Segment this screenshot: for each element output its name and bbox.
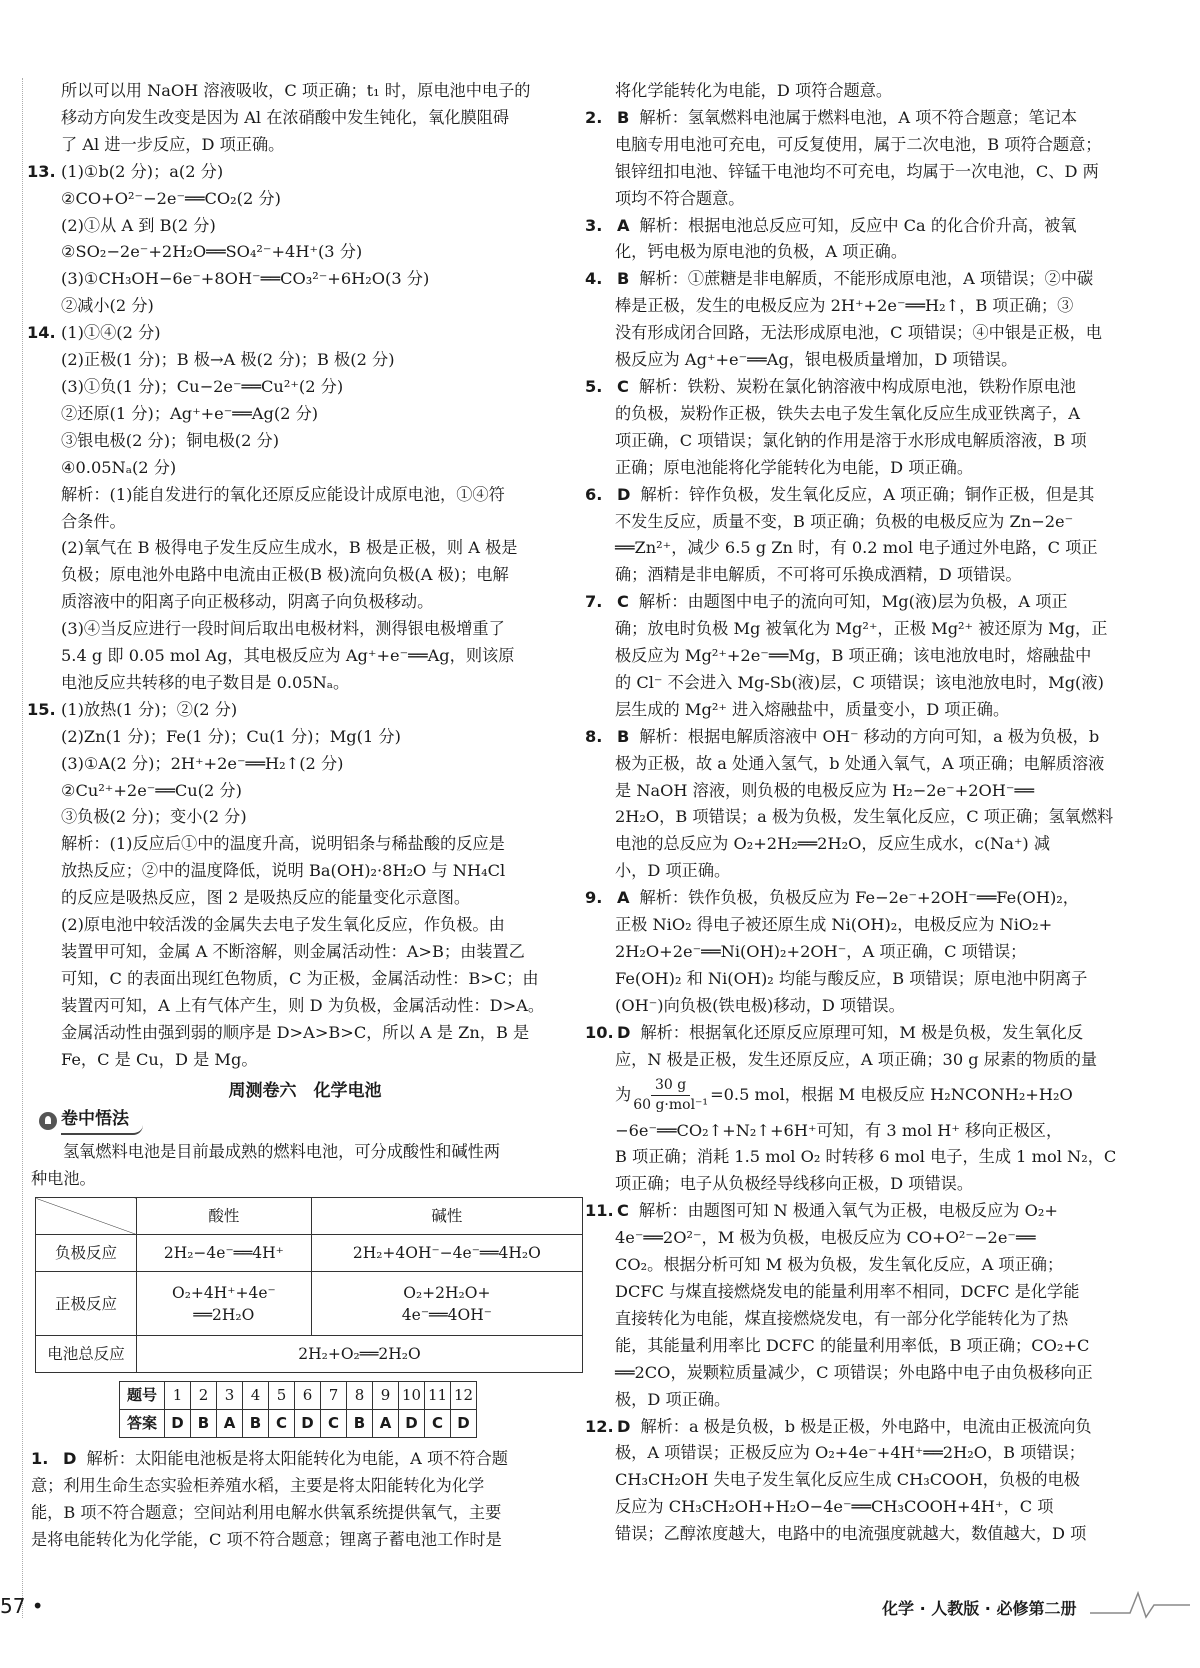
answer-line: 可知，C 的表面出现红色物质，C 为正极，金属活动性：B>C；由 xyxy=(61,968,539,988)
answer-text: (1)①④(2 分) xyxy=(61,323,161,343)
answer-key-number: 6 xyxy=(295,1382,321,1410)
explanation-line: 将化学能转化为电能，D 项符合题意。 xyxy=(615,81,893,100)
answer-key-row-label: 答案 xyxy=(120,1410,165,1438)
answer-choice: D xyxy=(617,1416,631,1436)
question-number: 5. xyxy=(585,376,603,396)
explanation-line: 银锌纽扣电池、锌锰干电池均不可充电，均属于一次电池，C、D 两 xyxy=(615,161,1099,181)
explanation-text: 解析：由题图可知 N 极通入氧气为正极，电极反应为 O₂+ xyxy=(638,1201,1058,1221)
answer-key-number: 4 xyxy=(243,1382,269,1410)
cell-base-anode: 2H₂+4OH⁻−4e⁻══4H₂O xyxy=(311,1235,582,1272)
answer-key-choice: D xyxy=(295,1410,321,1438)
answer-text: (1)①b(2 分)；a(2 分) xyxy=(61,161,224,181)
explanation-text: 解析：①蔗糖是非电解质，不能形成原电池，A 项错误；②中碳 xyxy=(639,269,1094,289)
row-label-anode: 负极反应 xyxy=(36,1235,137,1272)
answer-line xyxy=(27,697,579,724)
question-number: 13. xyxy=(27,161,56,181)
tip-line: 氢氧燃料电池是目前最成熟的燃料电池，可分成酸性和碱性两 xyxy=(63,1142,501,1162)
explanation-line: 错误；乙醇浓度越大，电路中的电流强度就越大，数值越大，D 项 xyxy=(615,1524,1087,1544)
answer-line: 合条件。 xyxy=(61,511,126,531)
explanation-line: 确；酒精是非电解质，不可将可乐换成酒精，D 项错误。 xyxy=(615,565,1022,585)
answer-line: (3)①负(1 分)；Cu−2e⁻══Cu²⁺(2 分) xyxy=(61,376,344,396)
explanation-line: 的负极，炭粉作正极，铁失去电子发生氧化反应生成亚铁离子，A xyxy=(615,403,1080,423)
footer-decoration xyxy=(1090,1585,1190,1625)
explanation-line: 极反应为 Mg²⁺+2e⁻══Mg，B 项正确；该电池放电时，熔融盐中 xyxy=(615,646,1092,666)
explanation-line xyxy=(585,1020,1170,1047)
answer-line: (3)①CH₃OH−6e⁻+8OH⁻══CO₃²⁻+6H₂O(3 分) xyxy=(61,269,430,289)
answer-line: ②Cu²⁺+2e⁻══Cu(2 分) xyxy=(61,780,242,800)
explanation-line: CH₃CH₂OH 失电子发生氧化反应生成 CH₃COOH，负极的电极 xyxy=(615,1470,1080,1490)
explanation-line xyxy=(585,1198,1170,1225)
explanation-text: 解析：氢氧燃料电池属于燃料电池，A 项不符合题意；笔记本 xyxy=(639,107,1078,127)
explanation-line: 极，A 项错误；正极反应为 O₂+4e⁻+4H⁺══2H₂O，B 项错误； xyxy=(615,1443,1085,1463)
answer-key-choice: D xyxy=(165,1410,191,1438)
question-number: 15. xyxy=(27,699,56,719)
answer-line: (2)Zn(1 分)；Fe(1 分)；Cu(1 分)；Mg(1 分) xyxy=(61,726,401,746)
explanation-line: 是 NaOH 溶液，则负极的电极反应为 H₂−2e⁻+2OH⁻══ xyxy=(615,780,1034,800)
answer-line: 放热反应；②中的温度降低，说明 Ba(OH)₂·8H₂O 与 NH₄Cl xyxy=(61,861,506,881)
explanation-line: 是将电能转化为化学能，C 项不符合题意；锂离子蓄电池工作时是 xyxy=(31,1529,502,1549)
tip-header xyxy=(39,1106,579,1135)
answer-choice: A xyxy=(617,888,630,908)
bulb-icon xyxy=(39,1112,57,1130)
explanation-line xyxy=(585,374,1170,401)
answer-key-table xyxy=(119,1381,477,1438)
answer-line: 解析：(1)能自发进行的氧化还原反应能设计成原电池，①④符 xyxy=(61,484,505,504)
explanation-line xyxy=(585,885,1170,912)
explanation-line: 确；放电时负极 Mg 被氧化为 Mg²⁺，正极 Mg²⁺ 被还原为 Mg，正 xyxy=(615,619,1108,639)
answer-key-number: 8 xyxy=(347,1382,373,1410)
explanation-text: 解析：铁粉、炭粉在氯化钠溶液中构成原电池，铁粉作原电池 xyxy=(638,376,1076,396)
answer-key-number: 10 xyxy=(399,1382,425,1410)
explanation-line: 2H₂O+2e⁻══Ni(OH)₂+2OH⁻，A 项正确，C 项错误； xyxy=(615,942,1027,961)
question-number: 14. xyxy=(27,323,56,343)
explanation-line: 项正确；电子从负极经导线移向正极，D 项错误。 xyxy=(615,1174,974,1194)
explanation-line: 正极 NiO₂ 得电子被还原生成 Ni(OH)₂，电极反应为 NiO₂+ xyxy=(615,915,1053,935)
answer-choice: A xyxy=(617,215,630,235)
answer-line: (2)①从 A 到 B(2 分) xyxy=(61,215,216,235)
answer-line: (3)④当反应进行一段时间后取出电极材料，测得银电极增重了 xyxy=(61,619,505,639)
explanation-line: 直接转化为电能，煤直接燃烧发电，有一部分化学能转化为了热 xyxy=(615,1308,1069,1328)
answer-line: 质溶液中的阳离子向正极移动，阴离子向负极移动。 xyxy=(61,592,434,612)
answer-key-choice: A xyxy=(373,1410,399,1438)
answer-choice: D xyxy=(617,1022,631,1042)
explanation-line: 极反应为 Ag⁺+e⁻══Ag，银电极质量增加，D 项错误。 xyxy=(615,350,1018,370)
answer-line: ②减小(2 分) xyxy=(61,296,154,316)
answer-line: ③银电极(2 分)；铜电极(2 分) xyxy=(61,430,280,450)
explanation-line: 正确；原电池能将化学能转化为电能，D 项正确。 xyxy=(615,457,974,477)
answer-key-choice: D xyxy=(399,1410,425,1438)
explanation-line: 4e⁻══2O²⁻，M 极为负极，电极反应为 CO+O²⁻−2e⁻══ xyxy=(615,1228,1036,1248)
explanation-line: 的 Cl⁻ 不会进入 Mg-Sb(液)层，C 项错误；该电池放电时，Mg(液) xyxy=(615,672,1104,692)
explanation-line: 意；利用生命生态实验柜养殖水稻，主要是将太阳能转化为化学 xyxy=(31,1475,485,1495)
answer-line: ②CO+O²⁻−2e⁻══CO₂(2 分) xyxy=(61,188,281,208)
answer-key-choice: A xyxy=(217,1410,243,1438)
answer-line: 负极；原电池外电路中电流由正极(B 极)流向负极(A 极)；电解 xyxy=(61,565,509,585)
explanation-line: 层生成的 Mg²⁺ 进入熔融盐中，质量变小，D 项正确。 xyxy=(615,699,1010,719)
fraction-denominator: 60 g·mol⁻¹ xyxy=(633,1097,709,1114)
question-number: 1. xyxy=(31,1448,49,1468)
answer-line: (2)原电池中较活泼的金属失去电子发生氧化反应，作负极。由 xyxy=(61,915,505,935)
left-answer-lines xyxy=(27,78,579,1074)
question-number: 9. xyxy=(585,888,603,908)
explanation-line: 应，N 极是正极，发生还原反应，A 项正确；30 g 尿素的物质的量 xyxy=(615,1049,1098,1069)
explanation-line: −6e⁻══CO₂↑+N₂↑+6H⁺可知，有 3 mol H⁺ 移向正极区， xyxy=(615,1120,1063,1140)
question-number: 12. xyxy=(585,1416,614,1436)
answer-line: 装置甲可知，金属 A 不断溶解，则金属活动性：A>B；由装置乙 xyxy=(61,942,525,961)
explanation-line: Fe(OH)₂ 和 Ni(OH)₂ 均能与酸反应，B 项错误；原电池中阴离子 xyxy=(615,968,1088,988)
answer-key-number: 2 xyxy=(191,1382,217,1410)
fraction-numerator: 30 g xyxy=(651,1076,690,1096)
answer-line: 了 Al 进一步反应，D 项正确。 xyxy=(61,134,285,154)
answer-key-number: 3 xyxy=(217,1382,243,1410)
answer-key-choice: C xyxy=(425,1410,451,1438)
book-title: 化学 · 人教版 · 必修第二册 xyxy=(882,1599,1077,1618)
question-number: 7. xyxy=(585,592,603,612)
answer-choice: D xyxy=(617,484,631,504)
answer-line: ②还原(1 分)；Ag⁺+e⁻══Ag(2 分) xyxy=(61,403,319,423)
explanation-text: 解析：根据电池总反应可知，反应中 Ca 的化合价升高，被氧 xyxy=(639,215,1077,235)
answer-key-number: 1 xyxy=(165,1382,191,1410)
explanation-line xyxy=(585,589,1170,616)
answer-choice: B xyxy=(617,269,630,289)
explanation-text: 解析：铁作负极，负极反应为 Fe−2e⁻+2OH⁻══Fe(OH)₂， xyxy=(639,888,1079,908)
answer-line: (2)正极(1 分)；B 极→A 极(2 分)；B 极(2 分) xyxy=(61,350,395,370)
answer-line: 所以可以用 NaOH 溶液吸收，C 项正确；t₁ 时，原电池中电子的 xyxy=(61,81,531,100)
answer-line: ④0.05Nₐ(2 分) xyxy=(61,457,177,477)
explanation-line xyxy=(31,1446,579,1473)
explanation-line: 2H₂O，B 项错误；a 极为负极，发生氧化反应，C 项正确；氢氧燃料 xyxy=(615,807,1114,827)
section-title: 周测卷六 化学电池 xyxy=(228,1080,382,1101)
explanation-line xyxy=(585,1414,1170,1441)
explanation-line: ══2CO，炭颗粒质量减少，C 项错误；外电路中电子由负极移向正 xyxy=(615,1362,1093,1382)
answer-key-row-label: 题号 xyxy=(120,1382,165,1410)
cell-acid-cathode: O₂+4H⁺+4e⁻ ══2H₂O xyxy=(137,1272,312,1336)
answer-key-number: 7 xyxy=(321,1382,347,1410)
explanation-line xyxy=(585,266,1170,293)
answer-line: (3)①A(2 分)；2H⁺+2e⁻══H₂↑(2 分) xyxy=(61,753,344,773)
question-number: 2. xyxy=(585,107,603,127)
cell-acid-anode: 2H₂−4e⁻══4H⁺ xyxy=(137,1235,312,1272)
table-header-acid: 酸性 xyxy=(137,1198,312,1235)
explanation-line: (OH⁻)向负极(铁电极)移动，D 项错误。 xyxy=(615,995,905,1015)
cell-total-reaction: 2H₂+O₂══2H₂O xyxy=(137,1336,583,1373)
answer-line: Fe，C 是 Cu，D 是 Mg。 xyxy=(61,1049,258,1069)
answer-line xyxy=(27,159,579,186)
explanation-line: 电池的总反应为 O₂+2H₂══2H₂O，反应生成水，c(Na⁺) 减 xyxy=(615,834,1051,854)
row-label-cathode: 正极反应 xyxy=(36,1272,137,1336)
tip-label: 卷中悟法 xyxy=(61,1106,143,1135)
answer-key-choice: B xyxy=(243,1410,269,1438)
question-number: 4. xyxy=(585,269,603,289)
explanation-line: 棒是正极，发生的电极反应为 2H⁺+2e⁻══H₂↑，B 项正确；③ xyxy=(615,296,1074,316)
answer-line: (2)氧气在 B 极得电子发生反应生成水，B 极是正极，则 A 极是 xyxy=(61,538,518,558)
answer-line: 金属活动性由强到弱的顺序是 D>A>B>C，所以 A 是 Zn，B 是 xyxy=(61,1022,530,1042)
answer-choice: C xyxy=(617,592,629,612)
answer-choice: B xyxy=(617,107,630,127)
explanation-line: 极为正极，故 a 处通入氢气，b 处通入氧气，A 项正确；电解质溶液 xyxy=(615,753,1105,773)
answer-choice: D xyxy=(63,1448,77,1468)
answer-key-number: 11 xyxy=(425,1382,451,1410)
answer-key-choice: D xyxy=(451,1410,477,1438)
page-number: 57 • xyxy=(0,1594,44,1618)
explanation-line: 没有形成闭合回路，无法形成原电池，C 项错误；④中银是正极，电 xyxy=(615,323,1102,343)
answer-key-choice: B xyxy=(191,1410,217,1438)
cell-base-cathode: O₂+2H₂O+ 4e⁻══4OH⁻ xyxy=(311,1272,582,1336)
question-number: 6. xyxy=(585,484,603,504)
explanation-text: 解析：根据电解质溶液中 OH⁻ 移动的方向可知，a 极为负极，b xyxy=(639,726,1100,746)
question-number: 8. xyxy=(585,726,603,746)
answer-key-number: 9 xyxy=(373,1382,399,1410)
answer-choice: C xyxy=(617,376,629,396)
fraction xyxy=(633,1076,708,1115)
answer-key-number: 12 xyxy=(451,1382,477,1410)
answer-line: 电池反应共转移的电子数目是 0.05Nₐ。 xyxy=(61,672,350,692)
explanation-text: =0.5 mol，根据 M 电极反应 H₂NCONH₂+H₂O xyxy=(710,1085,1073,1105)
answer-choice: C xyxy=(617,1201,629,1221)
answer-key-choice: C xyxy=(269,1410,295,1438)
explanation-line: 能，B 项不符合题意；空间站利用电解水供氧系统提供氧气，主要 xyxy=(31,1502,502,1522)
explanation-line: B 项正确；消耗 1.5 mol O₂ 时转移 6 mol 电子，生成 1 mol N₂，C xyxy=(615,1147,1117,1167)
explanation-line xyxy=(585,724,1170,751)
answer-choice: B xyxy=(617,726,630,746)
explanation-text: 解析：a 极是负极，b 极是正极，外电路中，电流由正极流向负 xyxy=(640,1416,1092,1436)
row-label-total: 电池总反应 xyxy=(36,1336,137,1373)
fraction-prefix: 为 xyxy=(615,1085,632,1105)
answer-key-number: 5 xyxy=(269,1382,295,1410)
explanation-text: 解析：由题图中电子的流向可知，Mg(液)层为负极，A 项正 xyxy=(638,592,1068,612)
question-number: 11. xyxy=(585,1201,614,1221)
answer-key-choice: C xyxy=(321,1410,347,1438)
answer-line: 移动方向发生改变是因为 Al 在浓硝酸中发生钝化，氧化膜阻碍 xyxy=(61,107,510,127)
explanation-line: 不发生反应，质量不变，B 项正确；负极的电极反应为 Zn−2e⁻ xyxy=(615,511,1074,531)
question-1-explanation xyxy=(31,1446,579,1554)
answer-line: ③负极(2 分)；变小(2 分) xyxy=(61,807,247,827)
explanation-line: DCFC 与煤直接燃烧发电的能量利用率不相同，DCFC 是化学能 xyxy=(615,1281,1080,1301)
explanation-line: ══Zn²⁺，减少 6.5 g Zn 时，有 0.2 mol 电子通过外电路，C 项正 xyxy=(615,538,1098,558)
explanation-text: 解析：太阳能电池板是将太阳能转化为电能，A 项不符合题 xyxy=(86,1448,508,1468)
explanation-line: 小，D 项正确。 xyxy=(615,861,731,881)
explanation-line: CO₂。根据分析可知 M 极为负极，发生氧化反应，A 项正确； xyxy=(615,1255,1064,1275)
fraction-line xyxy=(585,1074,1170,1118)
answer-key-choice: B xyxy=(347,1410,373,1438)
explanation-line: 化，钙电极为原电池的负极，A 项正确。 xyxy=(615,242,908,262)
question-number: 10. xyxy=(585,1022,614,1042)
explanation-line xyxy=(585,213,1170,240)
explanation-line: 能，其能量利用率比 DCFC 的能量利用率低，B 项正确；CO₂+C xyxy=(615,1335,1090,1355)
comparison-table xyxy=(35,1197,583,1373)
right-column xyxy=(585,78,1170,1548)
explanation-text: 解析：锌作负极，发生氧化反应，A 项正确；铜作正极，但是其 xyxy=(640,484,1095,504)
tip-line: 种电池。 xyxy=(31,1169,96,1189)
answer-line: 装置丙可知，A 上有气体产生，则 D 为负极，金属活动性：D>A。 xyxy=(61,995,545,1015)
explanation-line: 电脑专用电池可充电，可反复使用，属于二次电池，B 项符合题意； xyxy=(615,134,1102,154)
answer-line: ②SO₂−2e⁻+2H₂O══SO₄²⁻+4H⁺(3 分) xyxy=(61,242,363,262)
explanation-line: 反应为 CH₃CH₂OH+H₂O−4e⁻══CH₃COOH+4H⁺，C 项 xyxy=(615,1497,1054,1517)
question-number: 3. xyxy=(585,215,603,235)
explanation-line xyxy=(585,482,1170,509)
explanation-line xyxy=(585,105,1170,132)
table-header-base: 碱性 xyxy=(311,1198,582,1235)
answer-line: 的反应是吸热反应，图 2 是吸热反应的能量变化示意图。 xyxy=(61,888,471,908)
answer-text: (1)放热(1 分)；②(2 分) xyxy=(61,699,238,719)
left-column xyxy=(22,78,579,1618)
explanation-text: 解析：根据氧化还原反应原理可知，M 极是负极，发生氧化反 xyxy=(640,1022,1084,1042)
table-corner xyxy=(36,1198,137,1235)
answer-line: 5.4 g 即 0.05 mol Ag，其电极反应为 Ag⁺+e⁻══Ag，则该原 xyxy=(61,646,515,666)
answer-line: 解析：(1)反应后①中的温度升高，说明铝条与稀盐酸的反应是 xyxy=(61,834,505,854)
answer-line xyxy=(27,320,579,347)
explanation-line: 极，D 项正确。 xyxy=(615,1389,731,1409)
explanation-line: 项正确，C 项错误；氯化钠的作用是溶于水形成电解质溶液，B 项 xyxy=(615,430,1087,450)
explanation-line: 项均不符合题意。 xyxy=(615,188,745,208)
